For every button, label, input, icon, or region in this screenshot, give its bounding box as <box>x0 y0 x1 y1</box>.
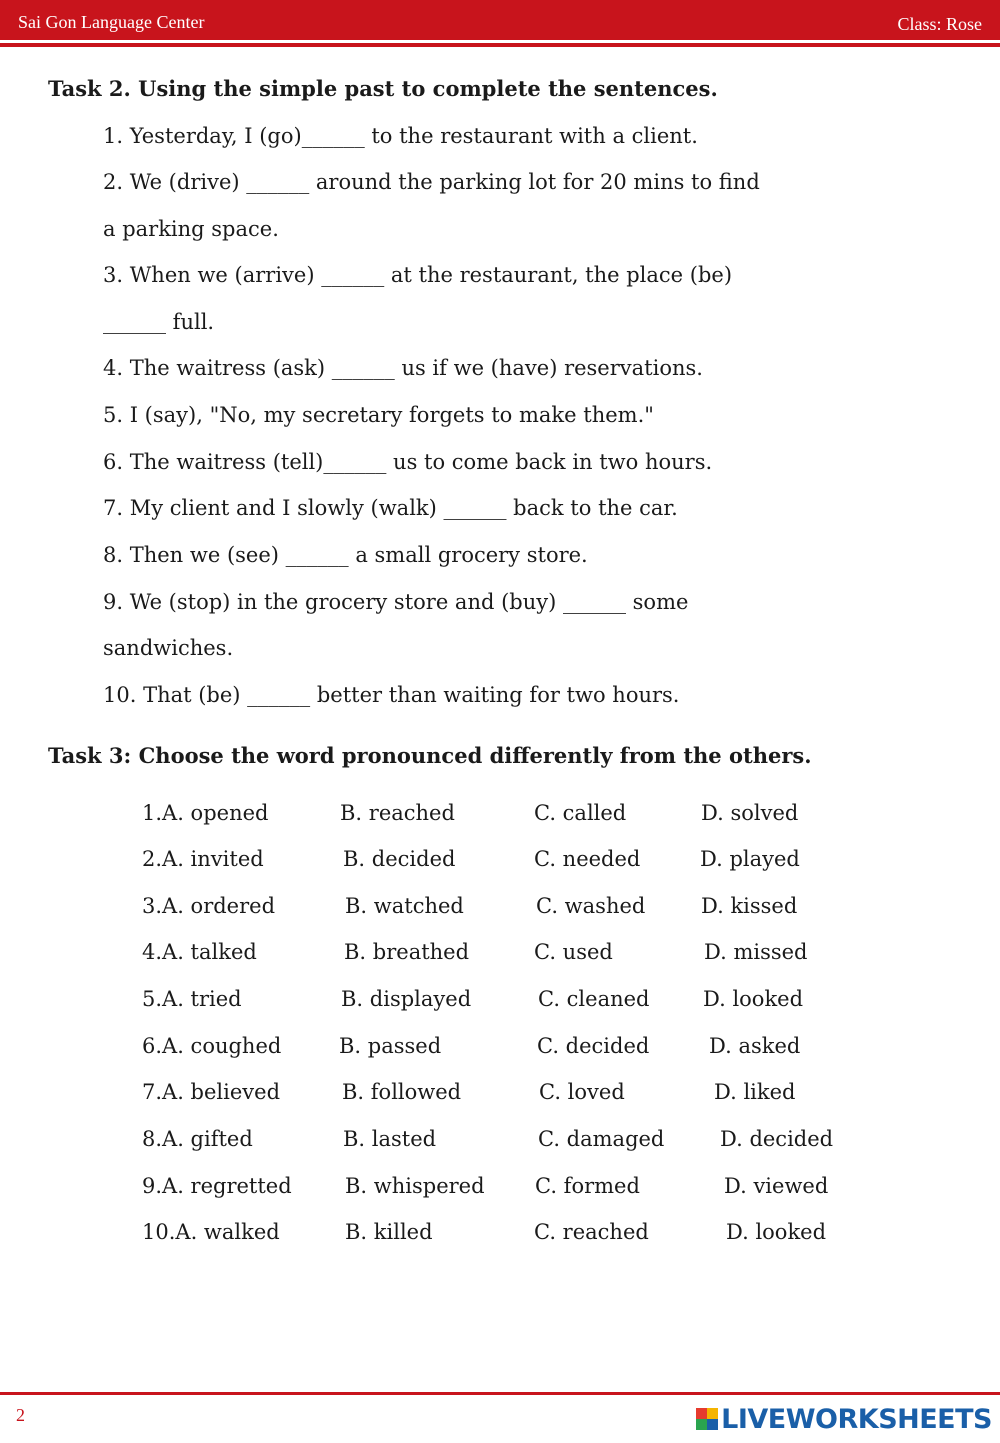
option-b: B. followed <box>342 1080 462 1104</box>
option-d: D. played <box>700 847 800 871</box>
footer-rule <box>0 1392 1000 1395</box>
option-c: C. cleaned <box>538 987 650 1011</box>
task2-line: 8. Then we (see) ______ a small grocery store. <box>103 543 588 567</box>
option-c: C. called <box>534 801 627 825</box>
option-b: B. passed <box>339 1034 442 1058</box>
option-c: C. decided <box>537 1034 650 1058</box>
option-a: 9.A. regretted <box>142 1174 292 1198</box>
task2-line: ______ full. <box>103 310 215 334</box>
option-d: D. looked <box>726 1220 827 1244</box>
option-a: 5.A. tried <box>142 987 242 1011</box>
option-c: C. damaged <box>538 1127 665 1151</box>
option-b: B. watched <box>345 894 464 918</box>
option-c: C. needed <box>534 847 641 871</box>
task2-line: 3. When we (arrive) ______ at the restaurant, the place (be) <box>103 263 733 287</box>
option-b: B. decided <box>343 847 456 871</box>
task2-line: 7. My client and I slowly (walk) ______ back to the car. <box>103 496 678 520</box>
option-d: D. viewed <box>724 1174 829 1198</box>
option-a: 6.A. coughed <box>142 1034 282 1058</box>
task2-line: 5. I (say), "No, my secretary forgets to make them." <box>103 403 654 427</box>
task2-line: a parking space. <box>103 217 279 241</box>
liveworksheets-logo-icon <box>696 1408 718 1430</box>
task2-line: 1. Yesterday, I (go)______ to the restaurant with a client. <box>103 124 698 148</box>
option-c: C. loved <box>539 1080 625 1104</box>
option-d: D. decided <box>720 1127 834 1151</box>
task2-line: 9. We (stop) in the grocery store and (buy) ______ some <box>103 590 689 614</box>
task2-line: sandwiches. <box>103 636 234 660</box>
option-a: 4.A. talked <box>142 940 257 964</box>
option-c: C. used <box>534 940 613 964</box>
option-d: D. asked <box>709 1034 801 1058</box>
option-a: 7.A. believed <box>142 1080 281 1104</box>
option-b: B. breathed <box>344 940 470 964</box>
liveworksheets-brand[interactable] <box>696 1402 992 1436</box>
task2-line: 6. The waitress (tell)______ us to come back in two hours. <box>103 450 713 474</box>
page-number: 2 <box>16 1405 25 1425</box>
option-b: B. displayed <box>341 987 472 1011</box>
option-b: B. lasted <box>343 1127 437 1151</box>
task2-heading: Task 2. Using the simple past to complete the sentences. <box>48 76 718 101</box>
option-a: 3.A. ordered <box>142 894 276 918</box>
header-rule <box>0 43 1000 47</box>
option-d: D. kissed <box>701 894 798 918</box>
option-a: 10.A. walked <box>142 1220 280 1244</box>
option-c: C. washed <box>536 894 646 918</box>
option-c: C. reached <box>534 1220 649 1244</box>
option-b: B. whispered <box>345 1174 485 1198</box>
option-d: D. solved <box>701 801 799 825</box>
class-label: Class: Rose <box>897 14 982 34</box>
school-name: Sai Gon Language Center <box>18 12 205 32</box>
option-d: D. looked <box>703 987 804 1011</box>
option-d: D. missed <box>704 940 808 964</box>
brand-name: LIVEWORKSHEETS <box>721 1403 992 1435</box>
task3-heading: Task 3: Choose the word pronounced differently from the others. <box>48 743 812 768</box>
option-a: 8.A. gifted <box>142 1127 253 1151</box>
option-a: 2.A. invited <box>142 847 264 871</box>
option-b: B. killed <box>345 1220 433 1244</box>
option-d: D. liked <box>714 1080 796 1104</box>
task2-line: 2. We (drive) ______ around the parking lot for 20 mins to find <box>103 170 760 194</box>
option-b: B. reached <box>340 801 455 825</box>
option-c: C. formed <box>535 1174 640 1198</box>
task2-line: 10. That (be) ______ better than waiting for two hours. <box>103 683 680 707</box>
option-a: 1.A. opened <box>142 801 269 825</box>
task2-line: 4. The waitress (ask) ______ us if we (have) reservations. <box>103 356 703 380</box>
